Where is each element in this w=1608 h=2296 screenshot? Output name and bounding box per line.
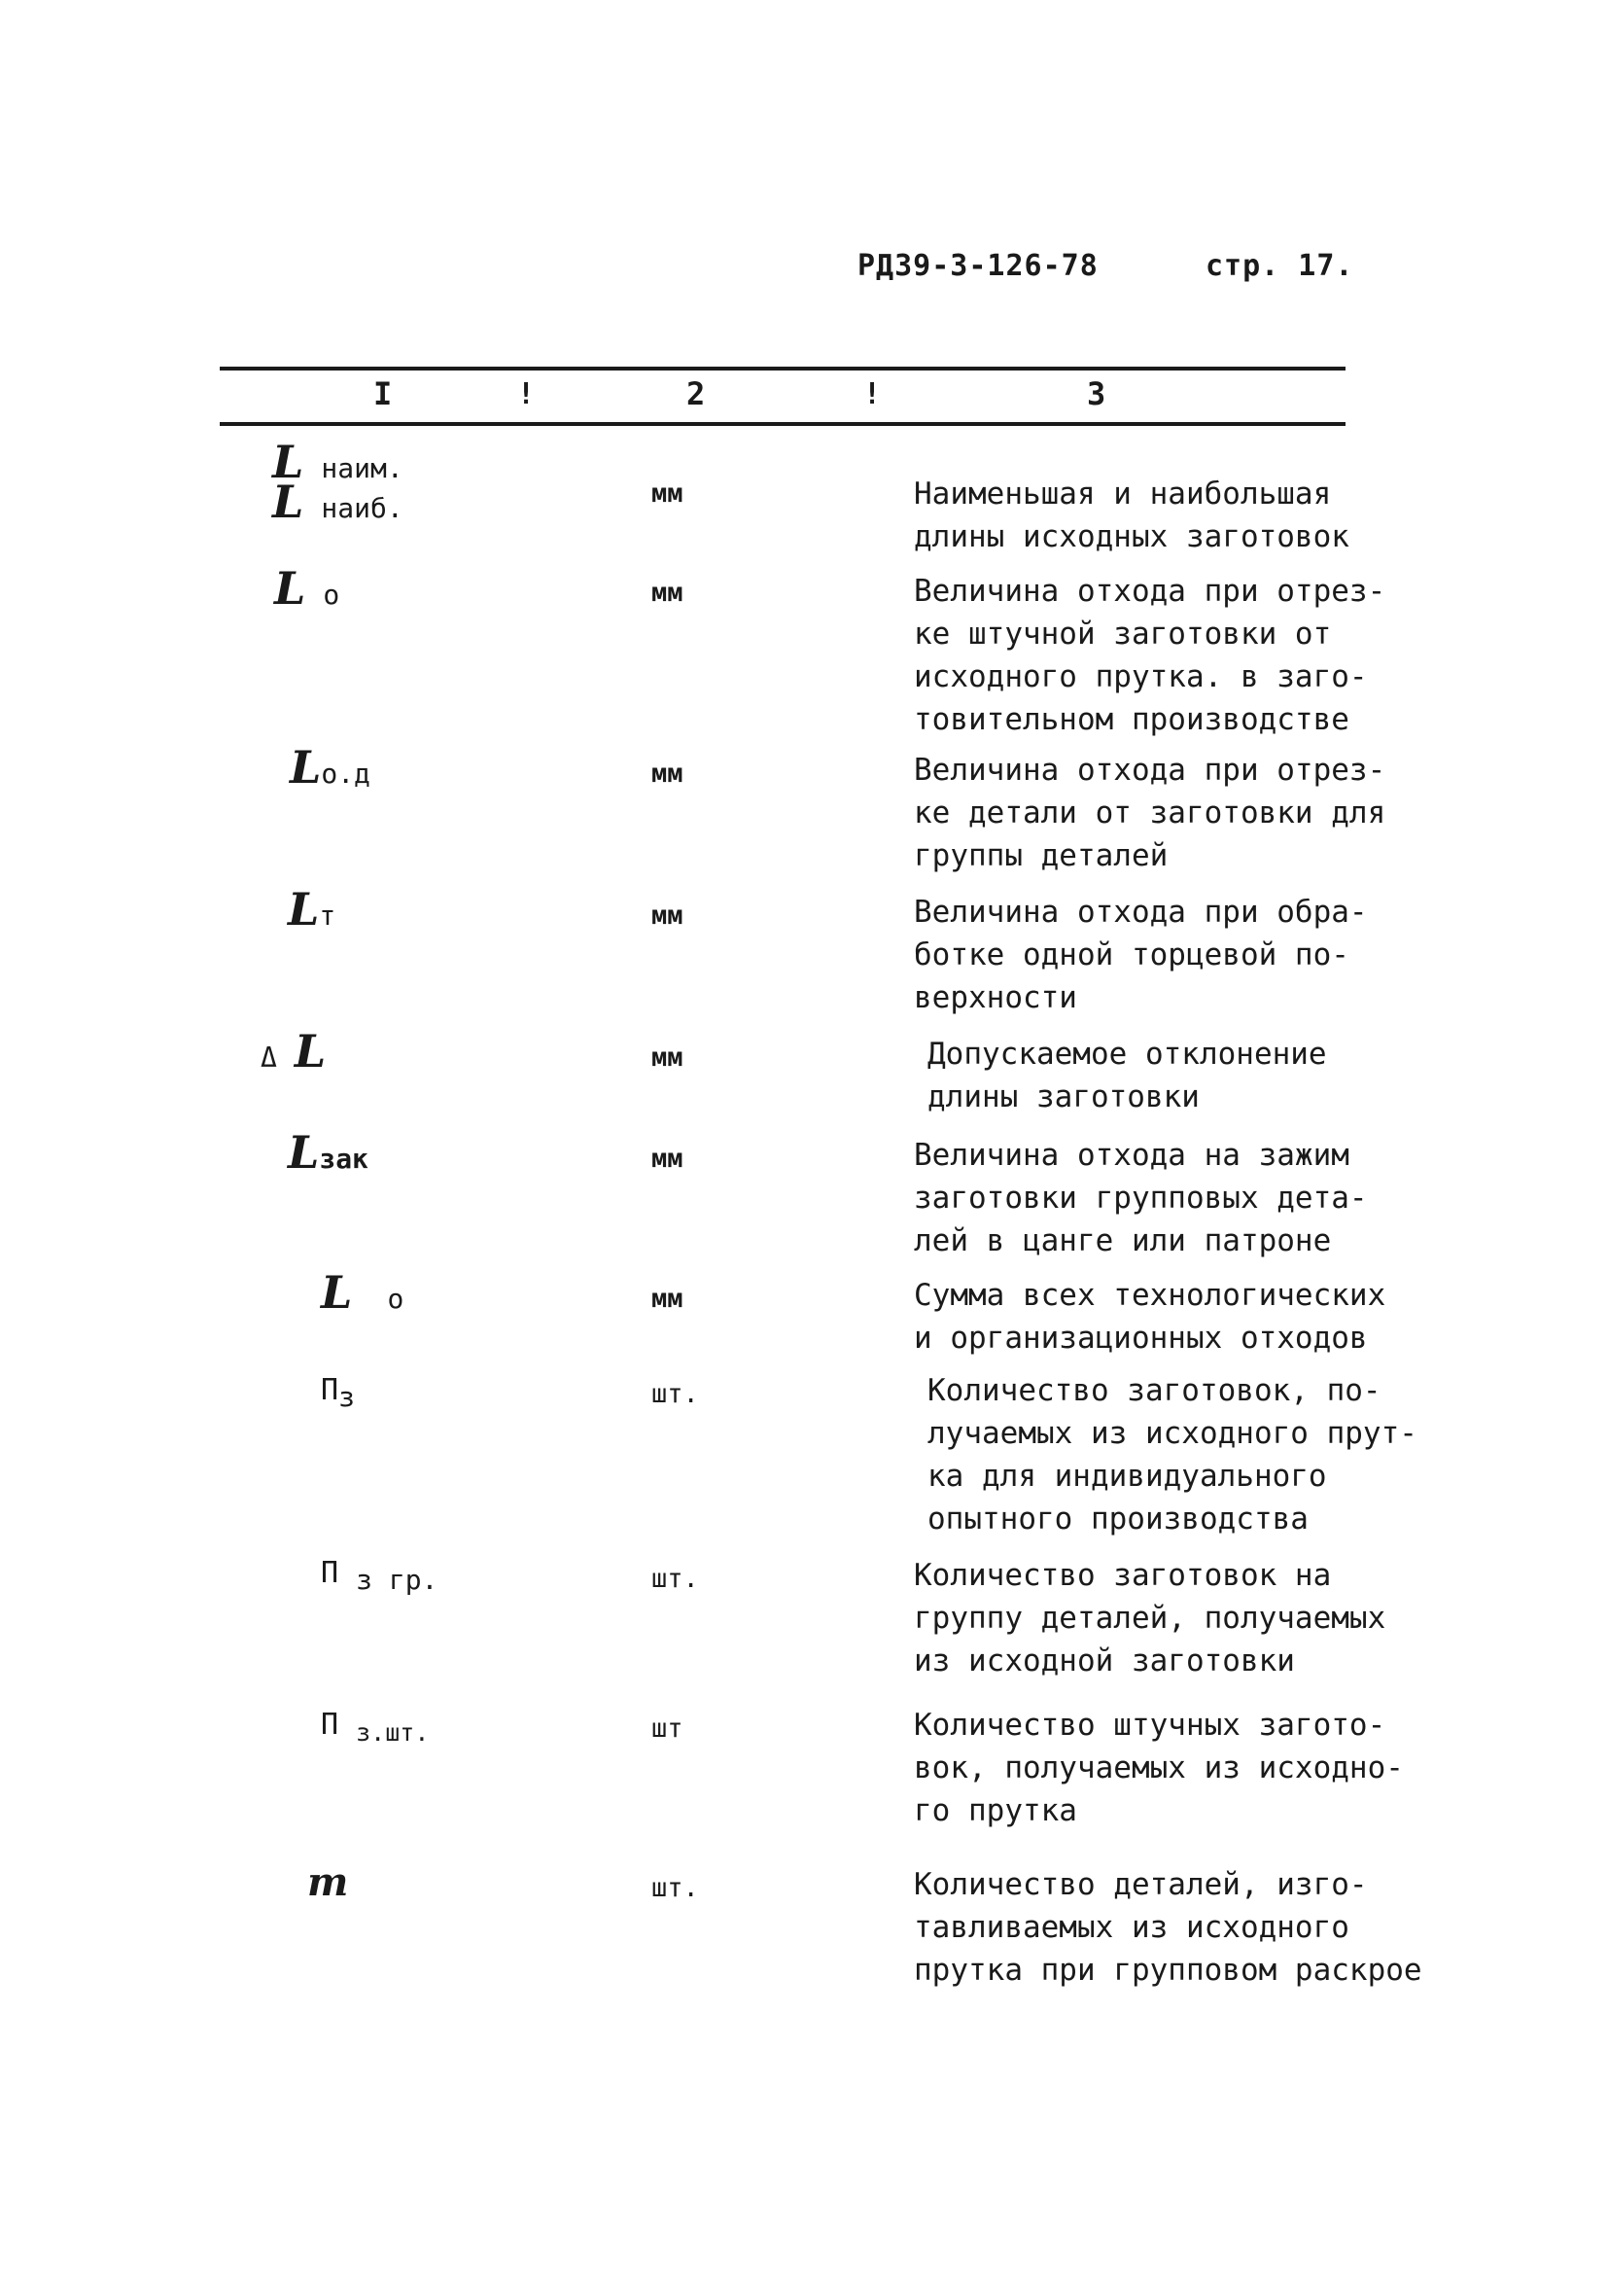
unit: шт <box>651 1713 683 1744</box>
symbol-subscript: з <box>338 1381 355 1413</box>
symbol-letter: L <box>288 883 320 936</box>
description: Наименьшая и наибольшая длины исходных заготовок <box>914 477 1349 554</box>
unit: мм <box>651 1144 683 1174</box>
symbol-delta-l <box>261 1025 326 1077</box>
delta-icon: Δ <box>261 1042 277 1074</box>
unit: мм <box>651 759 683 789</box>
column-header-1: I <box>373 375 393 412</box>
column-header-2: 2 <box>686 375 706 412</box>
symbol-subscript: зак <box>319 1143 368 1175</box>
description: Допускаемое отклонение длины заготовки <box>927 1037 1327 1114</box>
description: Сумма всех технологических и организационных отходов <box>914 1278 1386 1356</box>
description: Количество заготовок на группу деталей, получаемых из исходной заготовки <box>914 1558 1386 1678</box>
symbol-subscript: з.шт. <box>356 1718 430 1747</box>
symbol-subscript: наим. <box>321 452 403 484</box>
symbol-subscript: о.д <box>321 758 370 790</box>
symbol-subscript: о <box>387 1283 404 1315</box>
unit: мм <box>651 901 683 931</box>
symbol-letter: П <box>321 1373 339 1407</box>
symbol-letter: П <box>321 1556 339 1590</box>
symbol-n-z-gr <box>321 1556 437 1596</box>
unit: мм <box>651 478 683 509</box>
column-separator-2: ! <box>863 377 882 411</box>
description: Количество штучных загото- вок, получаемых из исходно- го прутка <box>914 1708 1404 1828</box>
symbol-l-t <box>288 883 335 936</box>
symbol-letter: L <box>272 476 304 528</box>
symbol-letter: П <box>321 1708 339 1742</box>
symbol-l-min-max <box>272 436 403 528</box>
symbol-n-z-sht <box>321 1708 429 1747</box>
symbol-n-z <box>321 1373 355 1413</box>
unit: мм <box>651 1284 683 1314</box>
symbol-l-od <box>290 741 370 794</box>
symbol-subscript: т <box>319 900 336 932</box>
symbol-letter: L <box>272 436 304 488</box>
unit: шт. <box>651 1873 699 1903</box>
description: Количество деталей, изго- тавливаемых из исходного прутка при групповом раскрое <box>914 1867 1422 1988</box>
symbol-letter: L <box>288 1126 320 1179</box>
symbol-l-zak <box>288 1126 368 1179</box>
table-top-rule <box>220 367 1346 371</box>
unit: шт. <box>651 1379 699 1409</box>
symbol-subscript: з гр. <box>356 1564 438 1596</box>
unit: мм <box>651 578 683 608</box>
description: Количество заготовок, по- лучаемых из исходного прут- ка для индивидуального опытного производства <box>927 1373 1417 1537</box>
description: Величина отхода на зажим заготовки групповых дета- лей в цанге или патроне <box>914 1138 1368 1258</box>
symbol-letter: L <box>274 562 306 615</box>
page-number: стр. 17. <box>1206 249 1354 283</box>
symbol-m <box>307 1859 348 1905</box>
description: Величина отхода при обра- ботке одной торцевой по- верхности <box>914 895 1368 1015</box>
symbol-subscript: наиб. <box>321 492 403 524</box>
table-header-rule <box>220 422 1346 426</box>
symbol-letter: L <box>290 741 322 794</box>
symbol-sum-l-o <box>321 1266 403 1319</box>
symbol-letter: L <box>321 1266 353 1319</box>
symbol-subscript: о <box>323 579 340 611</box>
description: Величина отхода при отрез- ке штучной заготовки от исходного прутка. в заго- товительном производстве <box>914 574 1386 737</box>
column-header-3: 3 <box>1087 375 1106 412</box>
document-code: РД39-3-126-78 <box>857 249 1099 283</box>
column-separator-1: ! <box>517 377 536 411</box>
description: Величина отхода при отрез- ке детали от заготовки для группы деталей <box>914 753 1386 873</box>
symbol-letter: m <box>307 1859 349 1905</box>
symbol-l-o <box>274 562 339 615</box>
symbol-letter: L <box>294 1025 327 1077</box>
unit: мм <box>651 1042 683 1073</box>
unit: шт. <box>651 1564 699 1594</box>
